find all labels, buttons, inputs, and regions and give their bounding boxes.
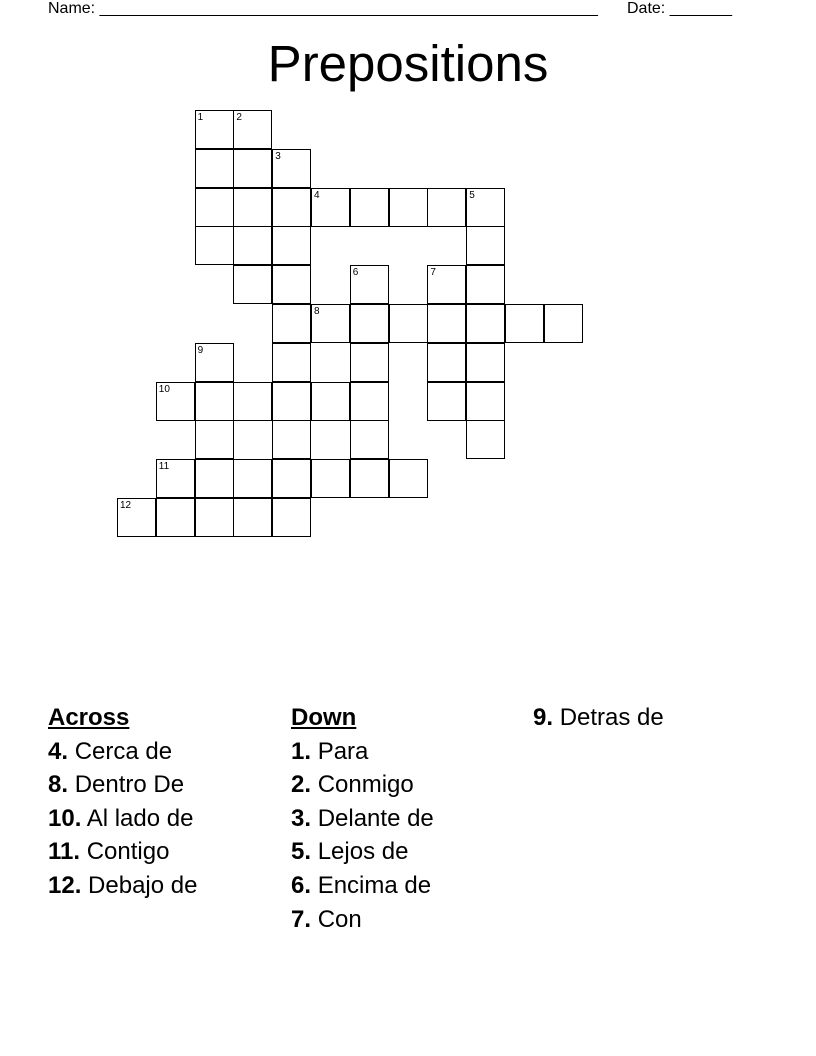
crossword-cell[interactable] — [466, 343, 505, 382]
crossword-cell[interactable] — [156, 382, 195, 421]
clue-number-label: 5. — [291, 838, 312, 866]
crossword-cell[interactable] — [466, 226, 505, 265]
clue-item — [291, 869, 434, 903]
clue-number: 9 — [197, 344, 204, 356]
crossword-cell[interactable] — [272, 343, 311, 382]
clue-number-label: 11. — [48, 838, 81, 866]
crossword-cell[interactable] — [311, 304, 350, 343]
crossword-cell[interactable] — [427, 304, 466, 343]
clue-text: Delante de — [317, 804, 434, 832]
crossword-cell[interactable] — [195, 188, 234, 227]
crossword-cell[interactable] — [350, 343, 389, 382]
crossword-cell[interactable] — [195, 226, 234, 265]
clue-number: 11 — [158, 461, 170, 473]
crossword-cell[interactable] — [427, 188, 466, 227]
name-field-label: Name: ________________________________________________________ — [48, 0, 598, 17]
crossword-cell[interactable] — [233, 382, 272, 421]
clue-text: Detras de — [559, 704, 664, 731]
crossword-cell[interactable] — [272, 226, 311, 265]
crossword-cell[interactable] — [350, 304, 389, 343]
crossword-cell[interactable] — [233, 188, 272, 227]
crossword-cell[interactable] — [505, 304, 544, 343]
crossword-cell[interactable] — [195, 498, 234, 537]
clue-item — [291, 835, 434, 869]
crossword-cell[interactable] — [466, 188, 505, 227]
clue-item — [48, 802, 197, 836]
crossword-cell[interactable] — [233, 149, 272, 188]
crossword-cell[interactable] — [389, 188, 428, 227]
clue-text: Para — [317, 737, 369, 765]
crossword-cell[interactable] — [195, 343, 234, 382]
crossword-cell[interactable] — [272, 498, 311, 537]
crossword-cell[interactable] — [427, 382, 466, 421]
clue-number-label: 12. — [48, 871, 82, 899]
crossword-cell[interactable] — [427, 343, 466, 382]
crossword-cell[interactable] — [311, 188, 350, 227]
clue-number-label: 10. — [48, 804, 82, 832]
clue-item — [291, 735, 434, 769]
crossword-cell[interactable] — [350, 188, 389, 227]
date-field-label: Date: _______ — [627, 0, 732, 17]
clue-text: Dentro De — [74, 771, 185, 799]
crossword-cell[interactable] — [233, 498, 272, 537]
crossword-cell[interactable] — [466, 304, 505, 343]
clue-number: 8 — [314, 306, 320, 317]
clue-text: Lejos de — [317, 838, 409, 866]
clue-number-label: 3. — [291, 804, 312, 832]
clue-number: 6 — [352, 267, 359, 279]
crossword-cell[interactable] — [195, 110, 234, 149]
clue-item — [291, 768, 434, 802]
clue-number: 10 — [158, 383, 170, 395]
crossword-cell[interactable] — [272, 420, 311, 459]
clue-text: Cerca de — [74, 737, 173, 765]
crossword-cell[interactable] — [156, 498, 195, 537]
clue-item — [48, 735, 197, 769]
crossword-cell[interactable] — [195, 459, 234, 498]
clue-item — [291, 802, 434, 836]
clue-number: 5 — [469, 189, 475, 201]
clue-item — [48, 835, 197, 869]
clue-number-label: 8. — [48, 771, 69, 799]
crossword-cell[interactable] — [272, 149, 311, 188]
crossword-cell[interactable] — [233, 265, 272, 304]
clue-number-label: 4. — [48, 737, 69, 765]
clue-number-label: 6. — [291, 871, 312, 899]
crossword-cell[interactable] — [389, 304, 428, 343]
crossword-cell[interactable] — [272, 265, 311, 304]
crossword-cell[interactable] — [389, 459, 428, 498]
clue-item — [48, 869, 197, 903]
clue-number: 3 — [275, 150, 281, 162]
clue-text: Debajo de — [88, 871, 198, 899]
across-clues — [48, 701, 197, 903]
down-clues — [291, 701, 434, 936]
crossword-cell[interactable] — [427, 265, 466, 304]
clue-item — [533, 701, 664, 735]
clue-number-label: 7. — [291, 905, 312, 933]
clue-text: Conmigo — [317, 771, 414, 799]
crossword-cell[interactable] — [195, 382, 234, 421]
crossword-cell[interactable] — [195, 420, 234, 459]
crossword-cell[interactable] — [466, 265, 505, 304]
crossword-cell[interactable] — [272, 188, 311, 227]
crossword-cell[interactable] — [350, 265, 389, 304]
clue-item — [48, 768, 197, 802]
crossword-cell[interactable] — [233, 226, 272, 265]
clue-text: Encima de — [317, 871, 432, 899]
clue-text: Con — [317, 905, 362, 933]
clue-number: 1 — [197, 112, 204, 123]
crossword-cell[interactable] — [466, 420, 505, 459]
crossword-cell[interactable] — [272, 459, 311, 498]
clue-number: 4 — [314, 189, 320, 201]
crossword-cell[interactable] — [311, 459, 350, 498]
clue-number: 12 — [120, 500, 132, 511]
clue-number-label: 2. — [291, 771, 312, 799]
crossword-cell[interactable] — [117, 498, 156, 537]
crossword-cell[interactable] — [272, 304, 311, 343]
crossword-cell[interactable] — [350, 382, 389, 421]
down-heading: Down — [291, 704, 357, 731]
across-heading: Across — [48, 704, 130, 731]
crossword-cell[interactable] — [233, 110, 272, 149]
crossword-cell[interactable] — [544, 304, 583, 343]
crossword-cell[interactable] — [350, 420, 389, 459]
down-clues-continued — [533, 701, 664, 735]
clue-item — [291, 903, 434, 937]
clue-number-label: 1. — [291, 737, 312, 765]
clue-number: 7 — [430, 267, 436, 279]
clue-text: Contigo — [86, 838, 170, 866]
page-title: Prepositions — [267, 35, 549, 92]
crossword-cell[interactable] — [233, 459, 272, 498]
clue-number-label: 9. — [533, 704, 554, 731]
crossword-cell[interactable] — [272, 382, 311, 421]
crossword-cell[interactable] — [195, 149, 234, 188]
clue-text: Al lado de — [86, 804, 194, 832]
crossword-cell[interactable] — [350, 459, 389, 498]
crossword-cell[interactable] — [311, 382, 350, 421]
crossword-cell[interactable] — [466, 382, 505, 421]
crossword-cell[interactable] — [156, 459, 195, 498]
clue-number: 2 — [236, 112, 242, 123]
